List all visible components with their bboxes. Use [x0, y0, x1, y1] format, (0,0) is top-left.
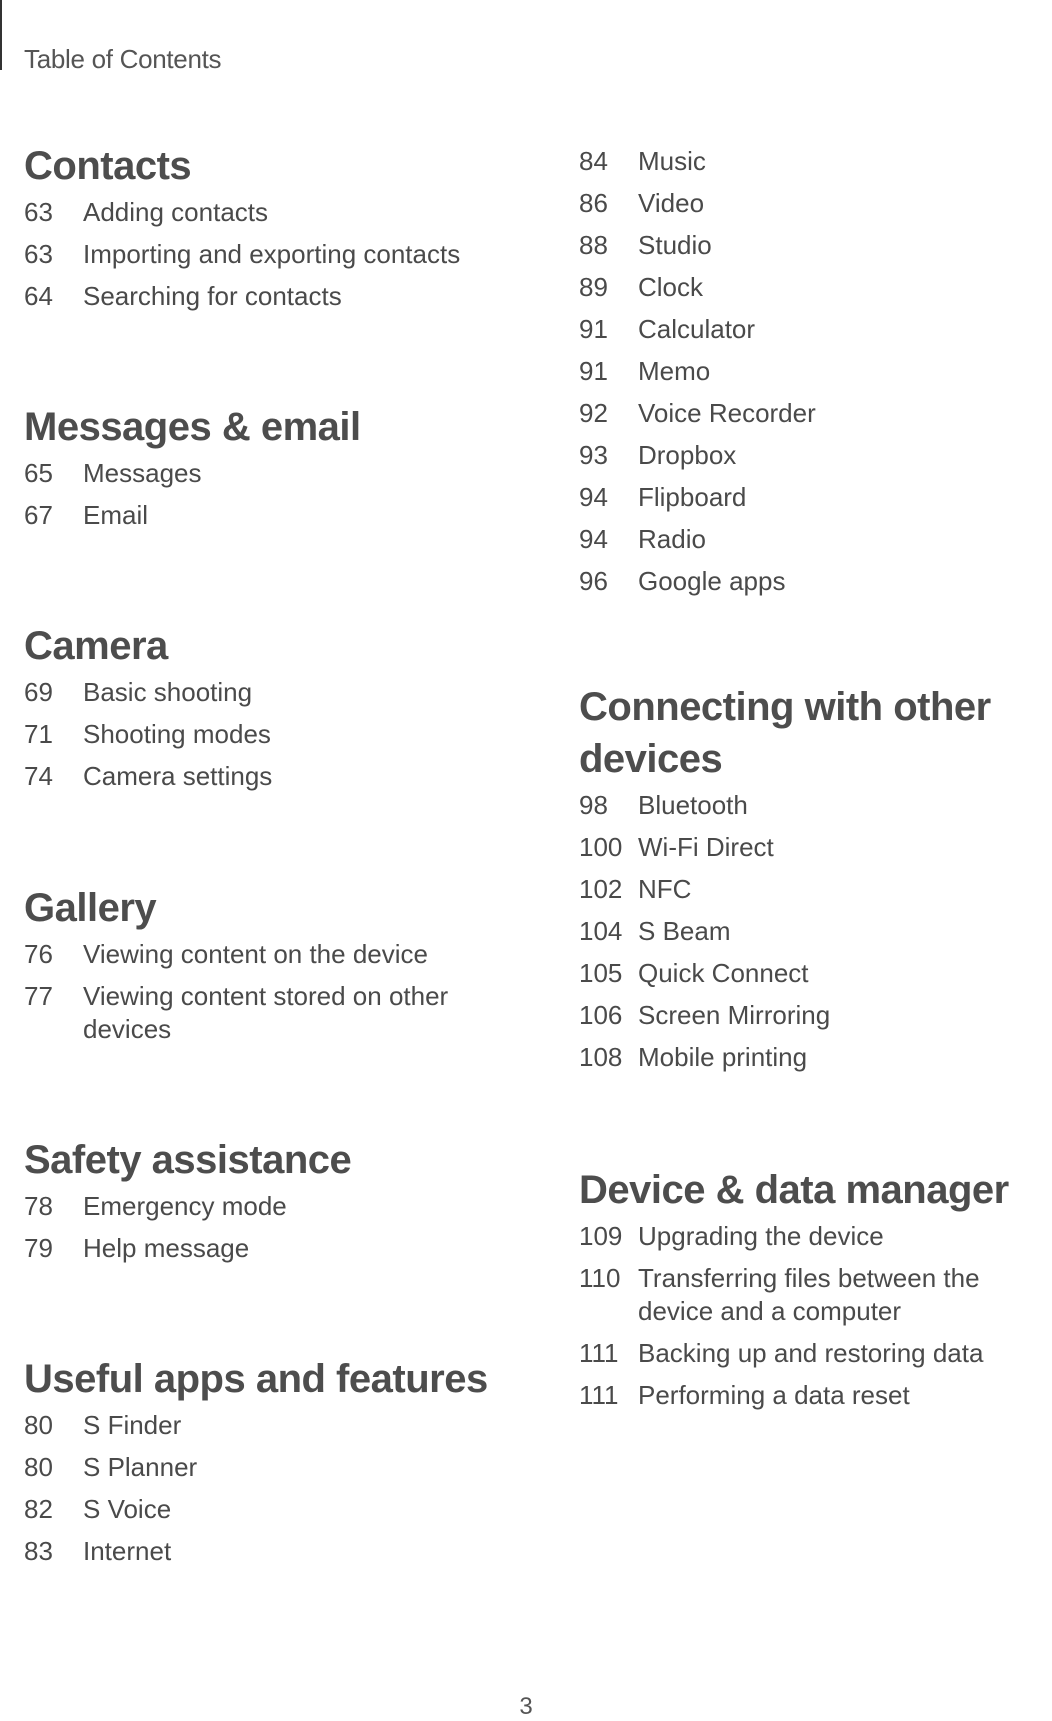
- entry-label: Adding contacts: [83, 197, 269, 227]
- entry-label: Quick Connect: [638, 958, 809, 988]
- entry-label: Importing and exporting contacts: [83, 239, 461, 269]
- entry-page: 91: [579, 356, 608, 386]
- entry-page: 64: [24, 281, 53, 311]
- toc-section-messages-email: [24, 401, 494, 541]
- section-title: Connecting with other devices: [579, 685, 991, 781]
- entry-label: Mobile printing: [638, 1042, 808, 1072]
- toc-entry[interactable]: [579, 1337, 1049, 1370]
- toc-entry[interactable]: [24, 1232, 494, 1265]
- entry-label: NFC: [638, 874, 692, 904]
- entry-page: 67: [24, 500, 53, 530]
- toc-entry[interactable]: [24, 457, 494, 490]
- toc-entry[interactable]: [24, 1409, 494, 1442]
- entry-page: 82: [24, 1494, 53, 1524]
- entry-page: 91: [579, 314, 608, 344]
- toc-entry[interactable]: [579, 313, 1049, 346]
- entry-page: 105: [579, 958, 623, 988]
- entry-label: Messages: [83, 458, 202, 488]
- toc-entry[interactable]: [579, 1220, 1049, 1253]
- toc-section-gallery: [24, 882, 494, 1055]
- running-header: Table of Contents: [24, 44, 222, 74]
- entry-page: 74: [24, 761, 53, 791]
- entry-page: 108: [579, 1042, 623, 1072]
- entry-label: Voice Recorder: [638, 398, 816, 428]
- entry-page: 79: [24, 1233, 53, 1263]
- page-number: 3: [519, 1693, 533, 1720]
- section-title: Camera: [24, 624, 168, 668]
- entry-page: 92: [579, 398, 608, 428]
- entry-label: S Finder: [83, 1410, 182, 1440]
- toc-entry[interactable]: [579, 439, 1049, 472]
- entry-page: 80: [24, 1452, 53, 1482]
- entry-page: 102: [579, 874, 623, 904]
- toc-entry[interactable]: [24, 1190, 494, 1223]
- toc-section-safety-assistance: [24, 1134, 494, 1274]
- entry-label: Flipboard: [638, 482, 747, 512]
- entry-label: Music: [638, 146, 706, 176]
- entry-label: Backing up and restoring data: [638, 1338, 984, 1368]
- entry-page: 106: [579, 1000, 623, 1030]
- entry-label: Screen Mirroring: [638, 1000, 831, 1030]
- entry-page: 83: [24, 1536, 53, 1566]
- toc-section-apps-continued: [579, 145, 1049, 607]
- entry-page: 111: [579, 1338, 619, 1368]
- entry-label: Transferring files between the device and a computer: [638, 1263, 980, 1326]
- entry-page: 94: [579, 524, 608, 554]
- entry-page: 80: [24, 1410, 53, 1440]
- toc-entry[interactable]: [579, 565, 1049, 598]
- section-title: Safety assistance: [24, 1138, 352, 1182]
- toc-entry[interactable]: [579, 831, 1049, 864]
- toc-entry[interactable]: [24, 676, 494, 709]
- entry-label: Email: [83, 500, 149, 530]
- toc-entry[interactable]: [579, 229, 1049, 262]
- entry-label: Dropbox: [638, 440, 737, 470]
- entry-label: Video: [638, 188, 705, 218]
- entry-label: Calculator: [638, 314, 756, 344]
- toc-entry[interactable]: [24, 1493, 494, 1526]
- entry-page: 104: [579, 916, 623, 946]
- entry-label: Viewing content on the device: [83, 939, 428, 969]
- entry-label: S Beam: [638, 916, 731, 946]
- entry-label: Studio: [638, 230, 712, 260]
- toc-entry[interactable]: [579, 789, 1049, 822]
- entry-label: S Voice: [83, 1494, 172, 1524]
- toc-section-useful-apps: [24, 1353, 494, 1577]
- entry-label: S Planner: [83, 1452, 198, 1482]
- entry-page: 63: [24, 197, 53, 227]
- entry-page: 111: [579, 1380, 619, 1410]
- toc-entry[interactable]: [579, 481, 1049, 514]
- toc-entry[interactable]: [579, 1379, 1049, 1412]
- entry-page: 86: [579, 188, 608, 218]
- toc-entry[interactable]: [24, 499, 494, 532]
- entry-page: 96: [579, 566, 608, 596]
- toc-entry[interactable]: [579, 915, 1049, 948]
- toc-entry[interactable]: [24, 238, 494, 271]
- toc-entry[interactable]: [24, 760, 494, 793]
- toc-entry[interactable]: [24, 196, 494, 229]
- toc-entry[interactable]: [579, 999, 1049, 1032]
- section-title: Contacts: [24, 144, 192, 188]
- entry-label: Upgrading the device: [638, 1221, 884, 1251]
- toc-entry[interactable]: [24, 1535, 494, 1568]
- toc-section-contacts: [24, 140, 494, 322]
- entry-page: 71: [24, 719, 53, 749]
- entry-page: 88: [579, 230, 608, 260]
- toc-entry[interactable]: [24, 980, 494, 1046]
- entry-label: Help message: [83, 1233, 250, 1263]
- entry-label: Shooting modes: [83, 719, 271, 749]
- toc-entry[interactable]: [24, 280, 494, 313]
- section-title: Device & data manager: [579, 1168, 1009, 1212]
- entry-page: 77: [24, 981, 53, 1011]
- entry-page: 65: [24, 458, 53, 488]
- entry-label: Memo: [638, 356, 711, 386]
- entry-page: 89: [579, 272, 608, 302]
- entry-label: Performing a data reset: [638, 1380, 910, 1410]
- section-title: Gallery: [24, 886, 157, 930]
- entry-page: 94: [579, 482, 608, 512]
- entry-label: Bluetooth: [638, 790, 748, 820]
- entry-label: Internet: [83, 1536, 172, 1566]
- toc-entry[interactable]: [579, 271, 1049, 304]
- toc-section-device-data-manager: [579, 1164, 1049, 1421]
- toc-entry[interactable]: [579, 873, 1049, 906]
- entry-page: 93: [579, 440, 608, 470]
- toc-section-connecting: [579, 681, 1049, 1083]
- header-rule: [0, 0, 2, 70]
- toc-entry[interactable]: [579, 187, 1049, 220]
- entry-label: Camera settings: [83, 761, 273, 791]
- entry-page: 63: [24, 239, 53, 269]
- entry-page: 84: [579, 146, 608, 176]
- entry-label: Google apps: [638, 566, 786, 596]
- entry-label: Searching for contacts: [83, 281, 342, 311]
- toc-entry[interactable]: [24, 1451, 494, 1484]
- toc-entry[interactable]: [579, 355, 1049, 388]
- section-title: Useful apps and features: [24, 1357, 488, 1401]
- entry-label: Basic shooting: [83, 677, 253, 707]
- entry-page: 69: [24, 677, 53, 707]
- toc-section-camera: [24, 620, 494, 802]
- entry-page: 109: [579, 1221, 623, 1251]
- entry-label: Viewing content stored on other devices: [83, 981, 449, 1044]
- toc-entry[interactable]: [579, 523, 1049, 556]
- section-title: Messages & email: [24, 405, 361, 449]
- entry-page: 110: [579, 1263, 621, 1293]
- toc-entry[interactable]: [579, 957, 1049, 990]
- entry-page: 98: [579, 790, 608, 820]
- entry-page: 100: [579, 832, 623, 862]
- toc-entry[interactable]: [579, 1262, 1049, 1328]
- toc-entry[interactable]: [24, 718, 494, 751]
- entry-label: Emergency mode: [83, 1191, 287, 1221]
- entry-label: Wi-Fi Direct: [638, 832, 774, 862]
- entry-page: 76: [24, 939, 53, 969]
- entry-label: Clock: [638, 272, 704, 302]
- toc-entry[interactable]: [579, 1041, 1049, 1074]
- entry-label: Radio: [638, 524, 706, 554]
- toc-entry[interactable]: [579, 145, 1049, 178]
- toc-entry[interactable]: [579, 397, 1049, 430]
- entry-page: 78: [24, 1191, 53, 1221]
- toc-entry[interactable]: [24, 938, 494, 971]
